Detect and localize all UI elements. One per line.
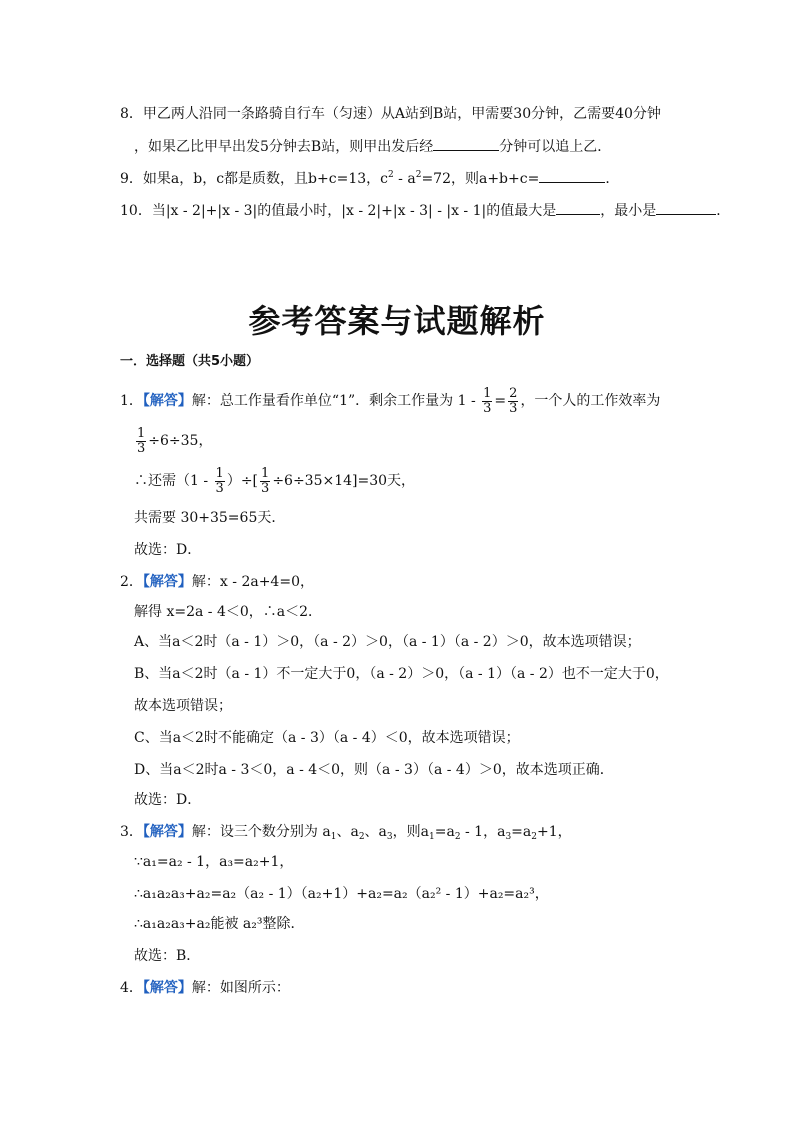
q8-text-a: ，如果乙比甲早出发5分钟去B站，则甲出发后经 [134, 139, 434, 155]
a3-s2: 2 [358, 832, 365, 842]
q10-line [120, 200, 730, 221]
a1-text-c: ，一个人的工作效率为 [520, 393, 661, 409]
q8-answer-blank[interactable] [433, 136, 499, 151]
a2-line7: D、当a＜2时a - 3＜0，a - 4＜0，则（a - 3）（a - 4）＞0，故本选项正确． [134, 762, 614, 778]
a3-s6: 3 [505, 832, 512, 842]
a3-s3: 3 [386, 832, 393, 842]
a1-number: 1． [120, 393, 143, 409]
a1-text-l3b: ）÷[ [226, 473, 259, 489]
a3-s1: 1 [330, 832, 337, 842]
a1-line5: 故选：D． [134, 542, 202, 558]
a3-t5: =a [434, 824, 455, 840]
q10-text-c: ． [716, 203, 731, 219]
q10-text-b: ，最小是 [600, 203, 657, 219]
a3-t4: ，则a [392, 824, 429, 840]
a3-line5: 故选：B． [134, 948, 201, 964]
a3-line2: ∵a₁=a₂ - 1，a₃=a₂+1， [134, 854, 294, 870]
q9-text-c: =72，则a+b+c= [421, 171, 540, 187]
a3-t6: - 1，a [460, 824, 506, 840]
q9-answer-blank[interactable] [539, 168, 605, 183]
a1-line1 [120, 386, 660, 416]
a3-line1 [120, 822, 572, 842]
a3-number: 3． [120, 824, 143, 840]
page-title: 参考答案与试题解析 [248, 302, 546, 340]
a1-text-b: ÷6÷35， [148, 433, 213, 449]
q8-line1: 8．甲乙两人沿同一条路骑自行车（匀速）从A站到B站，甲需要30分钟，乙需要40分钟 [120, 106, 661, 122]
a1-line4: 共需要 30+35=65天． [134, 510, 286, 526]
a3-t8: +1， [536, 824, 572, 840]
q9-text-a: 9．如果a，b，c都是质数，且b+c=13，c [120, 171, 388, 187]
q8-line2 [134, 136, 611, 157]
fraction-one-third: $\frac{1}{3}$ [261, 465, 270, 496]
q10-max-blank[interactable] [556, 200, 600, 215]
a3-s5: 2 [454, 832, 461, 842]
a2-line2: 解得 x=2a - 4＜0，∴a＜2． [134, 604, 323, 620]
a2-line8: 故选：D． [134, 792, 202, 808]
q10-min-blank[interactable] [656, 200, 716, 215]
q9-sup1: 2 [387, 170, 394, 180]
q9-text-d: ． [605, 171, 620, 187]
a2-line1 [120, 572, 314, 592]
q9-line [120, 168, 619, 189]
a3-s7: 2 [531, 832, 537, 842]
fraction-one-third: $\frac{1}{3}$ [215, 465, 224, 496]
a1-text-a: 解：总工作量看作单位“1”．剩余工作量为 1 - [191, 393, 481, 409]
a1-line3 [134, 466, 415, 496]
a4-tag: 【解答】 [142, 980, 192, 996]
a1-line2 [134, 426, 212, 456]
a2-line4: B、当a＜2时（a - 1）不一定大于0，（a - 2）＞0，（a - 1）（a - 2）也不一定大于0， [134, 666, 669, 682]
a1-tag: 【解答】 [142, 393, 192, 409]
a3-s4: 1 [429, 832, 435, 842]
a3-tag: 【解答】 [142, 824, 192, 840]
q9-sup2: 2 [415, 170, 422, 180]
a2-line3: A、当a＜2时（a - 1）＞0，（a - 2）＞0，（a - 1）（a - 2）＞0，故本选项错误； [134, 634, 641, 650]
a2-text: 解：x - 2a+4=0， [191, 574, 314, 590]
a2-tag: 【解答】 [142, 574, 192, 590]
q10-text-a: 10．当|x - 2|+|x - 3|的值最小时，|x - 2|+|x - 3| - |x - 1|的值最大是 [120, 203, 557, 219]
q8-text-b: 分钟可以追上乙． [499, 139, 612, 155]
a3-t2: 、a [336, 824, 359, 840]
a1-eq: = [494, 393, 507, 409]
a3-line4: ∴a₁a₂a₃+a₂能被 a₂³整除． [134, 916, 305, 932]
a1-text-l3a: ∴还需（1 - [134, 473, 213, 489]
a1-text-l3c: ÷6÷35×14]=30天， [272, 473, 416, 489]
a4-number: 4． [120, 980, 143, 996]
section-heading: 一．选择题（共5小题） [120, 354, 260, 369]
a2-line6: C、当a＜2时不能确定（a - 3）（a - 4）＜0，故本选项错误； [134, 730, 520, 746]
fraction-one-third: $\frac{1}{3}$ [137, 425, 146, 456]
a4-line1 [120, 978, 290, 998]
a3-t3: 、a [364, 824, 387, 840]
a3-t1: 解：设三个数分别为 a [191, 824, 331, 840]
fraction-two-thirds: $\frac{2}{3}$ [509, 385, 518, 416]
a2-line5: 故本选项错误； [134, 698, 232, 714]
a3-t7: =a [511, 824, 532, 840]
a3-line3: ∴a₁a₂a₃+a₂=a₂（a₂ - 1）（a₂+1）+a₂=a₂（a₂² - 1）+a₂=a₂³， [134, 886, 549, 902]
a4-text: 解：如图所示： [191, 980, 290, 996]
q9-text-b: - a [393, 171, 416, 187]
fraction-one-third: $\frac{1}{3}$ [483, 385, 492, 416]
a2-number: 2． [120, 574, 143, 590]
